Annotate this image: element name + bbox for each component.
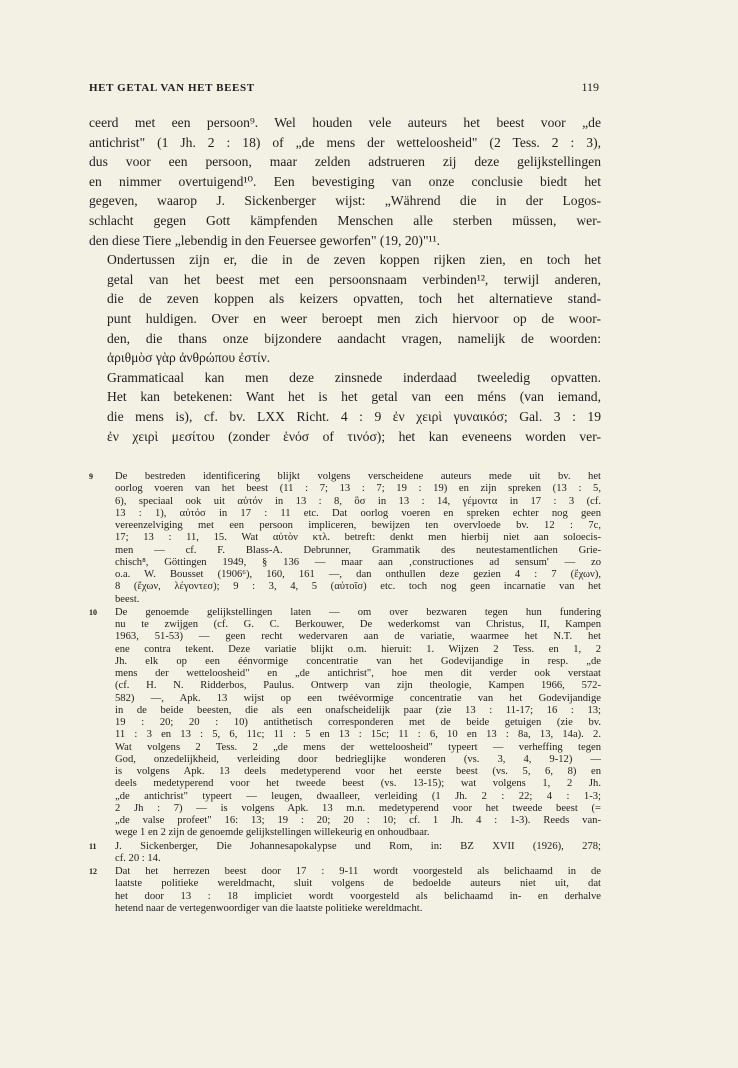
footnote-12 <box>89 866 601 915</box>
footnote-line: o.a. W. Bousset (1906⁶), 160, 161 —, dan onthullen deze gezien 4 : 7 (ἔχων), <box>115 569 601 580</box>
footnote-marker: 12 <box>89 867 97 876</box>
running-header <box>89 80 599 95</box>
footnote-marker: 11 <box>89 841 97 851</box>
footnote-line: deels medetyperend voor het tweede beest (vs. 13-15); wat volgens 1, 2 Jh. <box>115 778 601 790</box>
footnote-line: vereenzelviging met een persoon impliceren, bewijzen ten overvloede bv. 12 : 7c, <box>115 520 601 531</box>
text-line: Grammaticaal kan men deze zinsnede inderdaad tweeledig opvatten. <box>107 369 601 385</box>
text-line: Ondertussen zijn er, die in de zeven koppen rijken zien, en toch het <box>107 252 601 268</box>
footnote-line: 19 : 20; 20 : 10) antithetisch corresponderen met de beide getuigen (zie bv. <box>115 717 601 728</box>
text-line: die mens is), cf. bv. LXX Richt. 4 : 9 ἐν χειρὶ γυναικόσ; Gal. 3 : 19 <box>107 408 601 424</box>
footnote-11 <box>89 841 601 866</box>
text-line: ἀριθμὸσ γὰρ ἀνθρώπου ἐστίν. <box>107 350 271 366</box>
body-text <box>89 113 601 446</box>
footnote-line: Dat het herrezen beest door 17 : 9-11 wordt voorgesteld als belichaamd in de <box>115 866 601 877</box>
footnote-line: beest. <box>115 593 140 605</box>
footnote-line: 1963, 51-53) — geen recht wedervaren aan de variatie, waarmee het N.T. het <box>115 631 601 643</box>
footnote-line: het door 13 : 18 impliciet wordt voorgesteld als belichaamd in- en derhalve <box>115 890 601 902</box>
text-line: gegeven, waarop J. Sickenberger wijst: „Während die in der Logos- <box>89 193 601 209</box>
footnote-line: cf. 20 : 14. <box>115 852 161 864</box>
text-line: en nimmer overtuigend¹⁰. Een bevestiging van onze conclusie biedt het <box>89 173 601 189</box>
footnote-line: (cf. H. N. Ridderbos, Paulus. Ontwerp van zijn theologie, Kampen 1966, 572- <box>115 680 601 692</box>
footnote-line: De bestreden identificering blijkt volgens verscheidene auteurs mede uit bv. het <box>115 471 601 482</box>
footnote-line: wege 1 en 2 zijn de genoemde gelijkstellingen willekeurig en onhoudbaar. <box>115 827 430 839</box>
footnote-line: „de antichrist" typeert — leugen, dwaalleer, verleiding (1 Jh. 2 : 22; 4 : 1-3; <box>115 790 601 802</box>
footnote-line: De genoemde gelijkstellingen laten — om over bezwaren tegen hun fundering <box>115 606 601 618</box>
footnote-line: nu te zwijgen (cf. G. C. Berkouwer, De wederkomst van Christus, II, Kampen <box>115 619 601 630</box>
footnote-marker: 10 <box>89 607 97 617</box>
footnote-line: 2 Jh : 7) — is volgens Apk. 13 m.n. medetyperend voor het tweede beest (= <box>115 802 601 814</box>
text-line: punt huldigen. Over en weer beroept men zich hiervoor op de woor- <box>107 310 601 326</box>
paragraph <box>89 368 601 446</box>
text-line: schlacht gegen Gott kämpfenden Menschen alle sterben müssen, wer- <box>89 212 601 228</box>
footnote-line: 6), speciaal ook uit αὐτόν in 13 : 8, ὃσ in 13 : 14, γέμοντα in 17 : 3 (cf. <box>115 495 601 507</box>
footnote-line: 11 : 3 en 13 : 5, 6, 11c; 11 : 5 en 13 : 15c; 11 : 6, 10 en 13 : 8a, 13, 14a). 2. <box>115 729 601 741</box>
text-line: Het kan betekenen: Want het is het getal van een méns (van iemand, <box>107 389 601 405</box>
footnote-line: 17; 13 : 11, 15. Wat αὐτὸν κτλ. betreft: denkt men hierbij niet aan soloecis- <box>115 532 601 544</box>
footnote-line: 13 : 1), αὐτόσ in 17 : 11 etc. Dat oorlog voeren en spreken echter nog geen <box>115 507 601 519</box>
footnote-line: men — cf. F. Blass-A. Debrunner, Grammatik des neutestamentlichen Grie- <box>115 544 601 556</box>
footnote-line: 8 (ἔχων, λέγοντεσ); 9 : 3, 4, 5 (αὐτοῖσ) etc. toch nog geen incarnatie van het <box>115 581 601 593</box>
footnote-marker: 9 <box>89 472 93 481</box>
footnote-9 <box>89 471 601 606</box>
footnote-line: „de valse profeet" 16: 13; 19 : 20; 20 : 10; cf. 1 Jh. 4 : 1-3). Reeds van- <box>115 815 601 826</box>
text-line: dus voor een persoon, maar zelden adstrueren zij deze gelijkstellingen <box>89 154 601 170</box>
footnote-line: is volgens Apk. 13 deels medetyperend voor het eerste beest (vs. 5, 6, 8) en <box>115 766 601 777</box>
text-line: die de zeven koppen als keizers opvatten, toch het alternatieve stand- <box>107 291 601 307</box>
paragraph <box>89 113 601 250</box>
paragraph <box>89 250 601 368</box>
footnote-10 <box>89 607 601 840</box>
text-line: ceerd met een persoon⁹. Wel houden vele auteurs het beest voor „de <box>89 115 601 130</box>
footnote-line: 582) —, Apk. 13 wijst op een twéévormige concentratie van het Godevijandige <box>115 692 601 704</box>
footnote-line: Wat volgens 2 Tess. 2 „de mens der wetteloosheid" typeert — verheffing tegen <box>115 741 601 753</box>
footnote-line: hetend naar de vertegenwoordiger van die laatste politieke wereldmacht. <box>115 902 423 914</box>
running-title: HET GETAL VAN HET BEEST <box>89 82 255 94</box>
page-number: 119 <box>581 80 599 94</box>
footnote-line: oorlog voeren van het beest (11 : 7; 13 : 7; 19 : 19) en zijn spreken (13 : 5, <box>115 483 601 495</box>
text-line: den diese Tiere „lebendig in den Feuersee geworfen" (19, 20)"¹¹. <box>89 232 441 248</box>
footnote-line: Jh. elk op een éénvormige concentratie van het Godevijandige in resp. „de <box>115 655 601 667</box>
text-line: ἐν χειρὶ μεσίτου (zonder ἑνόσ of τινόσ); het kan eveneens worden ver- <box>107 428 601 444</box>
footnote-line: in de beide beesten, die als een onafscheidelijk paar (zie 13 : 11-17; 16 : 13; <box>115 704 601 716</box>
footnote-line: ene contra tekent. Deze variatie blijkt o.m. hieruit: 1. Wijzen 2 Tess. en 1, 2 <box>115 643 601 655</box>
text-line: getal van het beest met een persoonsnaam verbinden¹², terwijl anderen, <box>107 271 601 287</box>
footnote-line: God, onzedelijkheid, verleiding door bedrieglijke wonderen (vs. 3, 4, 9-12) — <box>115 753 601 765</box>
text-line: antichrist" (1 Jh. 2 : 18) of „de mens der wetteloosheid" (2 Tess. 2 : 3), <box>89 134 601 150</box>
footnote-line: laatste politieke wereldmacht, sluit volgens de bedoelde auteurs niet uit, dat <box>115 878 601 890</box>
footnote-line: J. Sickenberger, Die Johannesapokalypse und Rom, in: BZ XVII (1926), 278; <box>115 840 601 852</box>
text-line: den, die thans onze bijzondere aandacht vragen, namelijk de woorden: <box>107 330 601 346</box>
footnote-line: mens der wetteloosheid" en „de antichrist", hoe men dit verder ook verstaat <box>115 668 601 679</box>
footnote-line: chisch⁸, Göttingen 1949, § 136 — maar aan ‚constructiones ad sensum' — zo <box>115 556 601 568</box>
footnotes <box>89 471 601 916</box>
